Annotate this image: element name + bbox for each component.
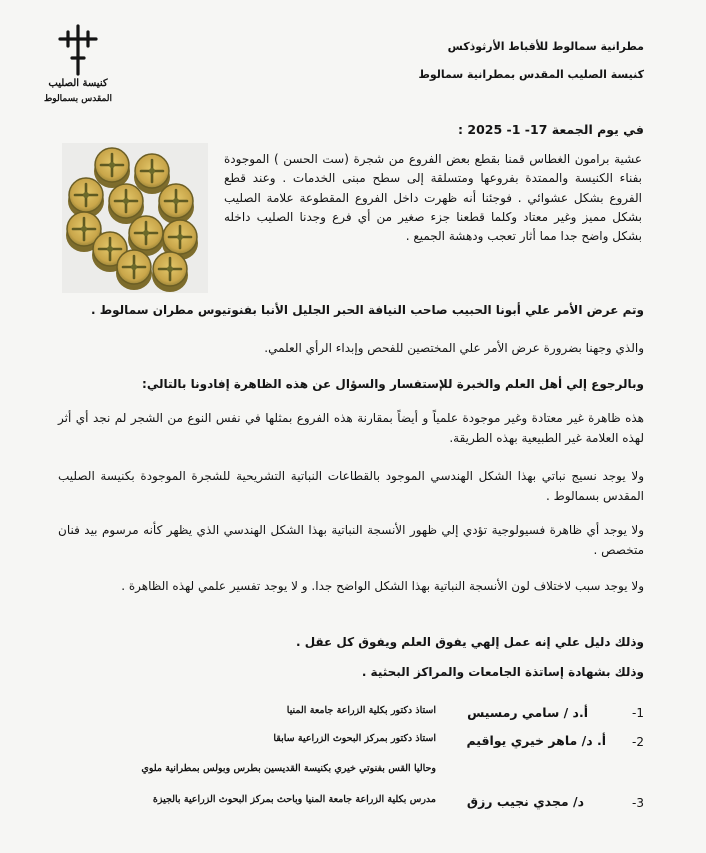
signatory-3-name: د/ مجدي نجيب رزق <box>466 794 584 809</box>
signatory-2-number: -2 <box>632 735 644 749</box>
signatory-1-name: أ.د / سامي رمسيس <box>467 705 588 720</box>
paragraph-finding-2: ولا يوجد نسيج نباتي بهذا الشكل الهندسي الموجود بالقطاعات النباتية التشريحية للشجرة الموجودة بكنيسة الصليب المقدس بسمالوط . <box>58 469 644 503</box>
paragraph-finding-3: ولا يوجد أي ظاهرة فسيولوجية تؤدي إلي ظهور الأنسجة النباتية بهذا الشكل الهندسي الذي يظهر كأنه مرسوم بيد فنان متخصص . <box>58 523 644 557</box>
logo-text-line1: كنيسة الصليب <box>48 78 108 89</box>
paragraph-finding-4: ولا يوجد سبب لاختلاف لون الأنسجة النباتية بهذا الشكل الواضح جدا. و لا يوجد تفسير علمي لهذه الظاهرة . <box>121 579 644 593</box>
signatory-1-number: -1 <box>632 706 644 720</box>
signatory-2-title: استاذ دكتور بمركز البحوث الزراعية سابقا <box>273 733 436 744</box>
paragraph-instruction: والذي وجهنا بضرورة عرض الأمر علي المختصين للفحص وإبداء الرأي العلمي. <box>264 341 644 355</box>
signatory-3-number: -3 <box>632 796 644 810</box>
document-date: في يوم الجمعة 17- 1- 2025 : <box>458 122 644 137</box>
signatory-2-current-role: وحاليا القس بفنوتي خيري بكنيسة القديسين بطرس وبولس بمطرانية ملوي <box>141 763 436 774</box>
paragraph-finding-1: هذه ظاهرة غير معتادة وغير موجودة علمياً و أيضاً بمقارنة هذه الفروع بمثلها في نفس النوع من الشجر لم نجد أي أثر لهذه العلامة غير الطبيعية بهذه الطريقة. <box>58 411 644 445</box>
intro-paragraph: عشية برامون الغطاس قمنا بقطع بعض الفروع من شجرة (ست الحسن ) الموجودة بفناء الكنيسة والممتدة بفروعها ومتسلقة إلى سطح مبنى الخدمات . وعند قطع الفروع بشكل عشوائي . فوجئنا أنه ظهرت داخل الفروع المقطوعة علامة الصليب بشكل مميز وغير معتاد وكلما قطعنا جزء صغير من أي فرع وجدنا الصليب داخله بشكل واضح جدا مما أثار تعجب ودهشة الجميع . <box>224 152 642 244</box>
cross-icon <box>38 24 118 76</box>
signatory-2-name: أ. د/ ماهر خيري يواقيم <box>466 733 606 748</box>
signatory-1-title: استاذ دكتور بكلية الزراعة جامعة المنيا <box>286 705 436 716</box>
paragraph-testimony: وذلك بشهادة إساتذة الجامعات والمراكز البحثية . <box>361 665 644 679</box>
paragraph-bishop: وتم عرض الأمر علي أبونا الحبيب صاحب النيافة الحبر الجليل الأنبا بفنوتيوس مطران سمالوط . <box>90 303 644 317</box>
church-logo <box>38 24 118 112</box>
logo-text-line2: المقدس بسمالوط <box>43 94 113 104</box>
paragraph-conclusion: وذلك دليل علي إنه عمل إلهي يفوق العلم ويفوق كل عقل . <box>295 635 644 649</box>
paragraph-consultation: وبالرجوع إلي أهل العلم والخبرة للإستفسار والسؤال عن هذه الظاهرة إفادونا بالتالي: <box>142 377 644 391</box>
header-church-title: كنيسة الصليب المقدس بمطرانية سمالوط <box>418 68 644 81</box>
header-diocese-title: مطرانية سمالوط للأقباط الأرثوذكس <box>447 40 644 53</box>
signatory-3-title: مدرس بكلية الزراعة جامعة المنيا وباحث بمركز البحوث الزراعية بالجيزة <box>152 794 436 805</box>
branches-photo <box>62 143 208 293</box>
